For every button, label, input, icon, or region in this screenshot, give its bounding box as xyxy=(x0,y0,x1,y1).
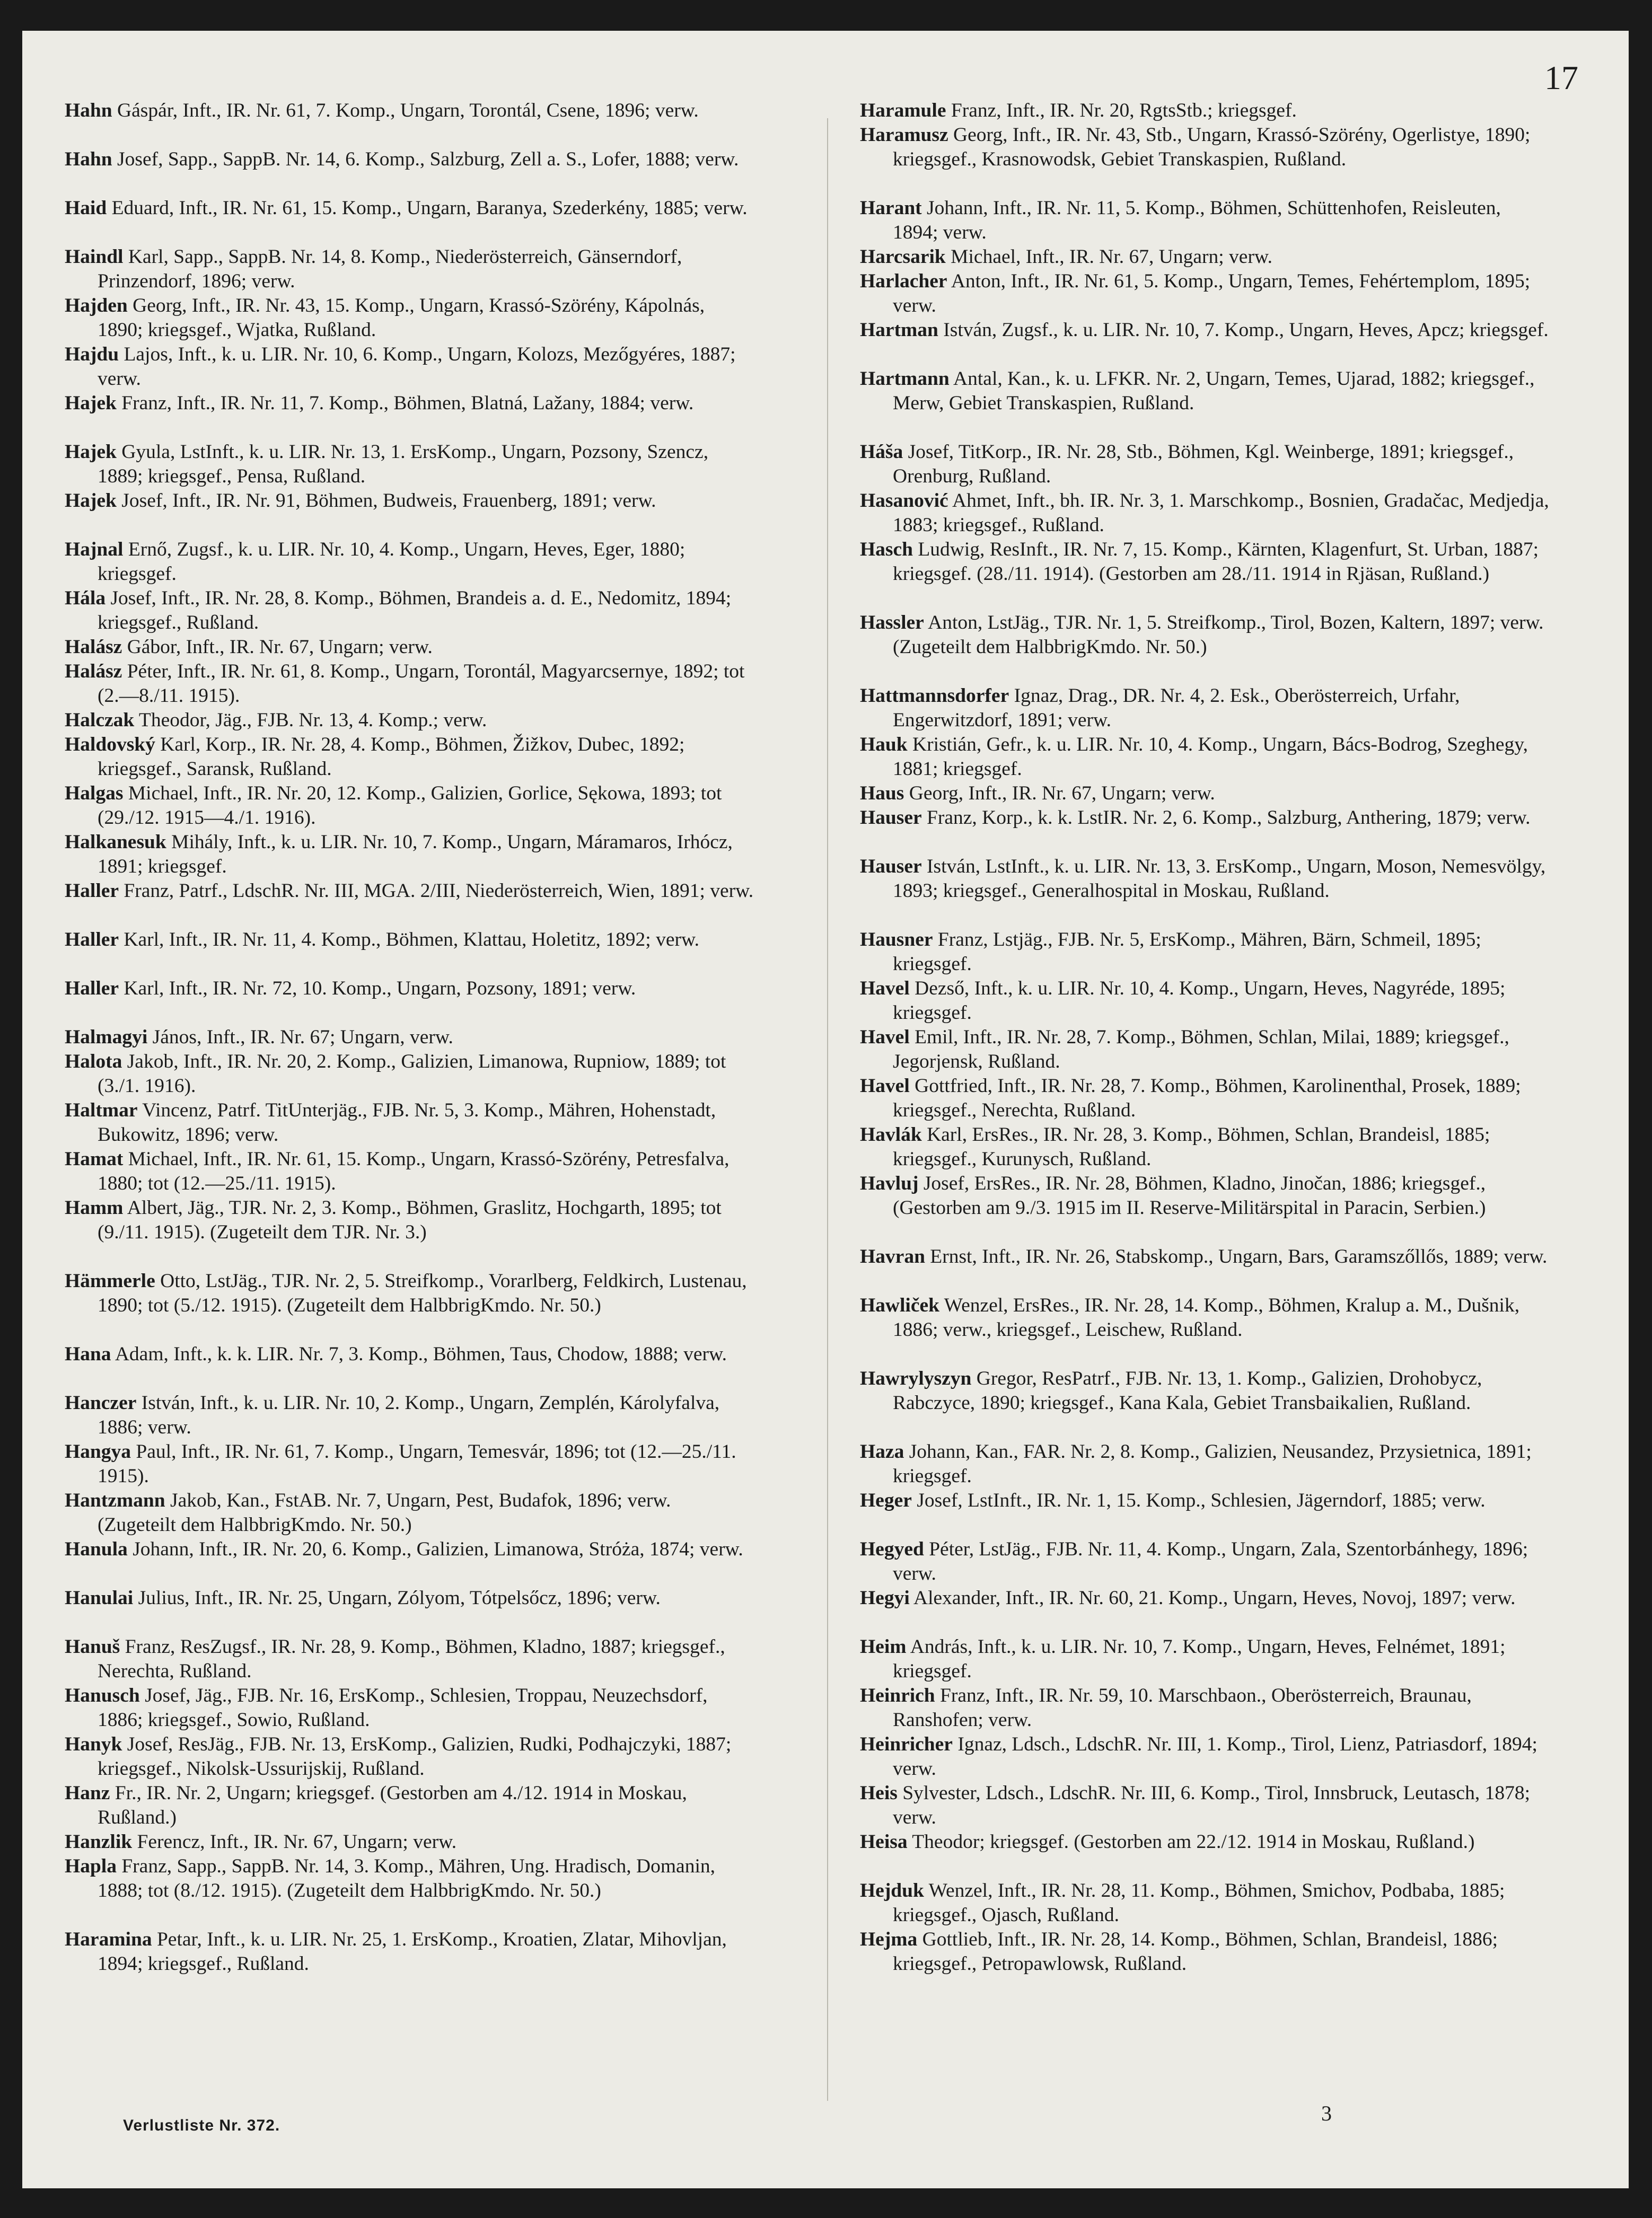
list-item xyxy=(860,1172,1549,1245)
list-item xyxy=(860,123,1549,196)
entry-surname: Hauser xyxy=(860,807,922,829)
entry-surname: Harlacher xyxy=(860,270,947,292)
list-item xyxy=(860,1293,1549,1367)
entry-surname: Haza xyxy=(860,1441,904,1463)
entry-details: Ferencz, Inft., IR. Nr. 67, Ungarn; verw. xyxy=(132,1831,457,1853)
entry-surname: Halász xyxy=(65,636,122,658)
entry-surname: Hahn xyxy=(65,148,112,170)
entry-details: Franz, Patrf., LdschR. Nr. III, MGA. 2/III, Niederösterreich, Wien, 1891; verw. xyxy=(119,880,754,902)
entry-surname: Hawliček xyxy=(860,1295,939,1316)
entry-surname: Hanzlik xyxy=(65,1831,133,1853)
entry-details: Karl, Sapp., SappB. Nr. 14, 8. Komp., Niederösterreich, Gänserndorf, Prinzendorf, 1896; verw. xyxy=(98,246,682,292)
entry-surname: Hartmann xyxy=(860,368,950,390)
list-item xyxy=(860,1025,1549,1074)
entry-surname: Hajek xyxy=(65,392,117,414)
entry-details: Alexander, Inft., IR. Nr. 60, 21. Komp., Ungarn, Heves, Novoj, 1897; verw. xyxy=(909,1587,1516,1609)
entry-details: Lajos, Inft., k. u. LIR. Nr. 10, 6. Komp., Ungarn, Kolozs, Mezőgyéres, 1887; verw. xyxy=(98,344,736,390)
entry-surname: Hauser xyxy=(860,856,922,877)
entry-details: Johann, Inft., IR. Nr. 20, 6. Komp., Galizien, Limanowa, Stróża, 1874; verw. xyxy=(127,1538,743,1560)
entry-details: Josef, Inft., IR. Nr. 28, 8. Komp., Böhmen, Brandeis a. d. E., Nedomitz, 1894; kriegsgef., Rußland. xyxy=(98,587,732,633)
entry-details: Josef, TitKorp., IR. Nr. 28, Stb., Böhmen, Kgl. Weinberge, 1891; kriegsgef., Orenburg, Rußland. xyxy=(893,441,1514,487)
list-item xyxy=(860,855,1549,928)
entry-details: Josef, LstInft., IR. Nr. 1, 15. Komp., Schlesien, Jägerndorf, 1885; verw. xyxy=(911,1490,1486,1511)
entry-details: Ernst, Inft., IR. Nr. 26, Stabskomp., Ungarn, Bars, Garamszőllős, 1889; verw. xyxy=(925,1246,1548,1268)
list-item xyxy=(860,781,1549,806)
entry-surname: Halkanesuk xyxy=(65,831,166,853)
entry-details: Anton, Inft., IR. Nr. 61, 5. Komp., Ungarn, Temes, Fehértemplom, 1895; verw. xyxy=(893,270,1531,316)
list-item xyxy=(65,1854,754,1927)
entry-surname: Hála xyxy=(65,587,106,609)
entry-details: Theodor, Jäg., FJB. Nr. 13, 4. Komp.; verw. xyxy=(134,709,487,731)
entry-surname: Hanusch xyxy=(65,1685,140,1706)
list-item xyxy=(65,781,754,830)
list-item xyxy=(860,538,1549,611)
list-item xyxy=(65,147,754,196)
entry-details: Sylvester, Ldsch., LdschR. Nr. III, 6. Komp., Tirol, Innsbruck, Leutasch, 1878; verw. xyxy=(893,1782,1530,1828)
list-item xyxy=(860,1440,1549,1489)
entry-details: Eduard, Inft., IR. Nr. 61, 15. Komp., Ungarn, Baranya, Szederkény, 1885; verw. xyxy=(107,197,748,219)
entry-surname: Havel xyxy=(860,978,910,999)
entry-details: Péter, Inft., IR. Nr. 61, 8. Komp., Ungarn, Torontál, Magyarcsernye, 1892; tot (2.—8./11. 1915). xyxy=(98,661,745,707)
entry-surname: Hapla xyxy=(65,1855,117,1877)
entry-details: Gottlieb, Inft., IR. Nr. 28, 14. Komp., Böhmen, Schlan, Brandeisl, 1886; kriegsgef., Petropawlowsk, Rußland. xyxy=(893,1929,1498,1975)
entry-surname: Heinricher xyxy=(860,1733,953,1755)
entry-surname: Hasanović xyxy=(860,490,948,512)
list-item xyxy=(860,318,1549,367)
entry-surname: Hamat xyxy=(65,1148,124,1170)
entry-details: Michael, Inft., IR. Nr. 20, 12. Komp., Galizien, Gorlice, Sękowa, 1893; tot (29./12. 1915—4./1. 1916). xyxy=(98,782,722,829)
list-item xyxy=(65,976,754,1025)
entry-details: Franz, Korp., k. k. LstIR. Nr. 2, 6. Komp., Salzburg, Anthering, 1879; verw. xyxy=(921,807,1531,829)
entry-surname: Hattmannsdorfer xyxy=(860,685,1009,707)
entry-details: Gáspár, Inft., IR. Nr. 61, 7. Komp., Ungarn, Torontál, Csene, 1896; verw. xyxy=(112,100,699,121)
entry-details: István, LstInft., k. u. LIR. Nr. 13, 3. ErsKomp., Ungarn, Moson, Nemesvölgy, 1893; kriegsgef., Generalhospital in Moskau, Rußland. xyxy=(893,856,1546,902)
list-item xyxy=(65,879,754,928)
entry-details: Ernő, Zugsf., k. u. LIR. Nr. 10, 4. Komp., Ungarn, Heves, Eger, 1880; kriegsgef. xyxy=(98,539,686,585)
list-item xyxy=(860,1489,1549,1537)
list-item xyxy=(65,1684,754,1732)
entry-details: Karl, Inft., IR. Nr. 72, 10. Komp., Ungarn, Pozsony, 1891; verw. xyxy=(119,978,636,999)
entry-surname: Heisa xyxy=(860,1831,908,1853)
entry-surname: Harcsarik xyxy=(860,246,946,268)
list-item xyxy=(65,1440,754,1489)
entry-surname: Haramule xyxy=(860,100,946,121)
entry-surname: Hauk xyxy=(860,734,908,755)
entry-details: Albert, Jäg., TJR. Nr. 2, 3. Komp., Böhmen, Graslitz, Hochgarth, 1895; tot (9./11. 1915). (Zugeteilt dem TJR. Nr. 3.) xyxy=(98,1197,722,1243)
entry-surname: Haller xyxy=(65,978,119,999)
entry-details: István, Inft., k. u. LIR. Nr. 10, 2. Komp., Ungarn, Zemplén, Károlyfalva, 1886; verw. xyxy=(98,1392,720,1438)
entry-details: Karl, Inft., IR. Nr. 11, 4. Komp., Böhmen, Klattau, Holetitz, 1892; verw. xyxy=(119,929,699,950)
list-item xyxy=(65,586,754,635)
entry-surname: Hausner xyxy=(860,929,933,950)
list-item xyxy=(860,1123,1549,1172)
entry-details: Theodor; kriegsgef. (Gestorben am 22./12. 1914 in Moskau, Rußland.) xyxy=(907,1831,1475,1853)
entry-surname: Heis xyxy=(860,1782,898,1804)
entry-surname: Hasch xyxy=(860,539,913,560)
sheet-mark: 3 xyxy=(1321,2101,1332,2125)
entry-details: Kristián, Gefr., k. u. LIR. Nr. 10, 4. Komp., Ungarn, Bács-Bodrog, Szeghegy, 1881; kriegsgef. xyxy=(893,734,1528,780)
list-item xyxy=(860,1927,1549,1976)
entry-surname: Halmagyi xyxy=(65,1026,148,1048)
list-item xyxy=(860,1879,1549,1927)
entry-details: János, Inft., IR. Nr. 67; Ungarn, verw. xyxy=(147,1026,453,1048)
entry-details: Johann, Inft., IR. Nr. 11, 5. Komp., Böhmen, Schüttenhofen, Reisleuten, 1894; verw. xyxy=(893,197,1501,243)
list-item xyxy=(65,708,754,733)
entry-details: Ignaz, Ldsch., LdschR. Nr. III, 1. Komp., Tirol, Lienz, Patriasdorf, 1894; verw. xyxy=(893,1733,1537,1780)
entry-surname: Halász xyxy=(65,661,122,682)
entry-details: Johann, Kan., FAR. Nr. 2, 8. Komp., Galizien, Neusandez, Przysietnica, 1891; kriegsgef. xyxy=(893,1441,1532,1487)
list-item xyxy=(860,611,1549,684)
entry-details: Jakob, Kan., FstAB. Nr. 7, Ungarn, Pest, Budafok, 1896; verw. (Zugeteilt dem HalbbrigKmdo. Nr. 50.) xyxy=(98,1490,671,1536)
entry-surname: Hajnal xyxy=(65,539,124,560)
entry-surname: Hantzmann xyxy=(65,1490,165,1511)
entry-details: Franz, Inft., IR. Nr. 59, 10. Marschbaon., Oberösterreich, Braunau, Ranshofen; verw. xyxy=(893,1685,1472,1731)
list-item xyxy=(65,538,754,586)
entry-surname: Haid xyxy=(65,197,107,219)
entry-details: Franz, Inft., IR. Nr. 20, RgtsStb.; kriegsgef. xyxy=(946,100,1297,121)
entry-surname: Havel xyxy=(860,1026,910,1048)
entry-surname: Hanulai xyxy=(65,1587,134,1609)
list-item xyxy=(65,391,754,440)
list-item xyxy=(860,489,1549,538)
entry-details: Jakob, Inft., IR. Nr. 20, 2. Komp., Galizien, Limanowa, Rupniow, 1889; tot (3./1. 1916). xyxy=(98,1051,726,1097)
list-item xyxy=(860,976,1549,1025)
column-divider xyxy=(827,118,828,2101)
list-item xyxy=(65,1098,754,1147)
list-item xyxy=(65,1781,754,1830)
list-item xyxy=(860,196,1549,245)
list-item xyxy=(65,1147,754,1196)
entry-surname: Hawrylyszyn xyxy=(860,1368,972,1389)
list-item xyxy=(860,1245,1549,1293)
entry-details: Franz, Lstjäg., FJB. Nr. 5, ErsKomp., Mähren, Bärn, Schmeil, 1895; kriegsgef. xyxy=(893,929,1481,975)
entry-details: Emil, Inft., IR. Nr. 28, 7. Komp., Böhmen, Schlan, Milai, 1889; kriegsgef., Jegorjensk, Rußland. xyxy=(893,1026,1509,1072)
list-item xyxy=(65,1927,754,1976)
entry-surname: Havlák xyxy=(860,1124,922,1146)
list-item xyxy=(65,830,754,879)
entry-details: Josef, Jäg., FJB. Nr. 16, ErsKomp., Schlesien, Troppau, Neuzechsdorf, 1886; kriegsgef., Sowio, Rußland. xyxy=(98,1685,708,1731)
entry-details: Paul, Inft., IR. Nr. 61, 7. Komp., Ungarn, Temesvár, 1896; tot (12.—25./11. 1915). xyxy=(98,1441,736,1487)
entry-surname: Havel xyxy=(860,1075,910,1097)
entry-details: Anton, LstJäg., TJR. Nr. 1, 5. Streifkomp., Tirol, Bozen, Kaltern, 1897; verw. (Zugeteilt dem HalbbrigKmdo. Nr. 50.) xyxy=(893,612,1544,658)
list-item xyxy=(860,367,1549,440)
list-item xyxy=(860,1074,1549,1123)
entry-details: Adam, Inft., k. k. LIR. Nr. 7, 3. Komp., Böhmen, Taus, Chodow, 1888; verw. xyxy=(111,1343,727,1365)
entry-details: Ludwig, ResInft., IR. Nr. 7, 15. Komp., Kärnten, Klagenfurt, St. Urban, 1887; kriegsgef. (28./11. 1914). (Gestorben am 28./11. 1914 in Rjäsan, Rußland.) xyxy=(893,539,1539,585)
entry-surname: Halota xyxy=(65,1051,122,1072)
list-item xyxy=(860,1537,1549,1586)
page-number: 17 xyxy=(1544,59,1578,96)
list-item xyxy=(65,489,754,538)
entry-surname: Havran xyxy=(860,1246,925,1268)
entry-surname: Havluj xyxy=(860,1173,919,1194)
entry-surname: Haramusz xyxy=(860,124,948,146)
entry-details: Vincenz, Patrf. TitUnterjäg., FJB. Nr. 5, 3. Komp., Mähren, Hohenstadt, Bukowitz, 1896; verw. xyxy=(98,1099,716,1146)
list-item xyxy=(860,684,1549,733)
list-item xyxy=(65,1269,754,1342)
list-item xyxy=(860,928,1549,976)
entry-details: Georg, Inft., IR. Nr. 43, 15. Komp., Ungarn, Krassó-Szörény, Kápolnás, 1890; kriegsgef., Wjatka, Rußland. xyxy=(98,295,705,341)
entry-details: Georg, Inft., IR. Nr. 43, Stb., Ungarn, Krassó-Szörény, Ogerlistye, 1890; kriegsgef., Krasnowodsk, Gebiet Transkaspien, Rußland. xyxy=(893,124,1531,170)
entry-details: Otto, LstJäg., TJR. Nr. 2, 5. Streifkomp., Vorarlberg, Feldkirch, Lustenau, 1890; tot (5./12. 1915). (Zugeteilt dem HalbbrigKmdo. Nr. 50.) xyxy=(98,1270,747,1316)
entry-surname: Haramina xyxy=(65,1929,152,1950)
entry-surname: Háša xyxy=(860,441,903,463)
entry-details: Josef, Inft., IR. Nr. 91, Böhmen, Budweis, Frauenberg, 1891; verw. xyxy=(116,490,656,512)
entry-surname: Hajek xyxy=(65,490,117,512)
entry-surname: Hartman xyxy=(860,319,938,341)
list-item xyxy=(860,1830,1549,1879)
entry-details: Gregor, ResPatrf., FJB. Nr. 13, 1. Komp., Galizien, Drohobycz, Rabczyce, 1890; kriegsgef., Kana Kala, Gebiet Transbaikalien, Rußland. xyxy=(893,1368,1482,1414)
list-item xyxy=(65,659,754,708)
entry-surname: Hejduk xyxy=(860,1880,924,1902)
entry-details: Ignaz, Drag., DR. Nr. 4, 2. Esk., Oberösterreich, Urfahr, Engerwitzdorf, 1891; verw. xyxy=(893,685,1460,731)
list-item xyxy=(65,196,754,245)
list-item xyxy=(860,1586,1549,1635)
list-item xyxy=(65,1489,754,1537)
entry-details: Wenzel, ErsRes., IR. Nr. 28, 14. Komp., Böhmen, Kralup a. M., Dušnik, 1886; verw., kriegsgef., Leischew, Rußland. xyxy=(893,1295,1520,1341)
entry-details: Franz, ResZugsf., IR. Nr. 28, 9. Komp., Böhmen, Kladno, 1887; kriegsgef., Nerechta, Rußland. xyxy=(98,1636,725,1682)
list-item xyxy=(860,1732,1549,1781)
list-item xyxy=(860,269,1549,318)
list-item xyxy=(65,1391,754,1440)
entry-surname: Hegyi xyxy=(860,1587,910,1609)
entry-details: Mihály, Inft., k. u. LIR. Nr. 10, 7. Komp., Ungarn, Máramaros, Irhócz, 1891; kriegsgef. xyxy=(98,831,733,877)
entry-details: István, Zugsf., k. u. LIR. Nr. 10, 7. Komp., Ungarn, Heves, Apcz; kriegsgef. xyxy=(938,319,1549,341)
list-item xyxy=(860,440,1549,489)
entry-surname: Hanuš xyxy=(65,1636,120,1658)
entry-surname: Haldovský xyxy=(65,734,155,755)
entry-surname: Halczak xyxy=(65,709,135,731)
entry-details: Josef, ResJäg., FJB. Nr. 13, ErsKomp., Galizien, Rudki, Podhajczyki, 1887; kriegsgef., Nikolsk-Ussurijskij, Rußland. xyxy=(98,1733,732,1780)
list-item xyxy=(65,1025,754,1050)
list-item xyxy=(65,1635,754,1684)
left-column xyxy=(65,99,754,1976)
list-item xyxy=(860,733,1549,781)
entry-details: Gábor, Inft., IR. Nr. 67, Ungarn; verw. xyxy=(122,636,433,658)
list-item xyxy=(65,245,754,294)
entry-details: Michael, Inft., IR. Nr. 61, 15. Komp., Ungarn, Krassó-Szörény, Petresfalva, 1880; tot (12.—25./11. 1915). xyxy=(98,1148,730,1194)
entry-details: Michael, Inft., IR. Nr. 67, Ungarn; verw. xyxy=(945,246,1272,268)
entry-details: Karl, ErsRes., IR. Nr. 28, 3. Komp., Böhmen, Schlan, Brandeisl, 1885; kriegsgef., Kurunysch, Rußland. xyxy=(893,1124,1490,1170)
entry-details: Julius, Inft., IR. Nr. 25, Ungarn, Zólyom, Tótpelsőcz, 1896; verw. xyxy=(133,1587,661,1609)
entry-details: Péter, LstJäg., FJB. Nr. 11, 4. Komp., Ungarn, Zala, Szentorbánhegy, 1896; verw. xyxy=(893,1538,1528,1585)
entry-details: Franz, Sapp., SappB. Nr. 14, 3. Komp., Mähren, Ung. Hradisch, Domanin, 1888; tot (8./12. 1915). (Zugeteilt dem HalbbrigKmdo. Nr. 50.) xyxy=(98,1855,715,1902)
list-item xyxy=(65,294,754,342)
list-item xyxy=(65,342,754,391)
list-item xyxy=(65,1732,754,1781)
list-item xyxy=(65,1342,754,1391)
list-item xyxy=(65,1830,754,1854)
footer: Verlustliste Nr. 372. xyxy=(123,2117,280,2134)
list-item xyxy=(65,635,754,659)
entry-surname: Hamm xyxy=(65,1197,124,1219)
entry-details: Petar, Inft., k. u. LIR. Nr. 25, 1. ErsKomp., Kroatien, Zlatar, Mihovljan, 1894; kriegsgef., Rußland. xyxy=(98,1929,727,1975)
entry-surname: Hana xyxy=(65,1343,111,1365)
list-item xyxy=(65,440,754,489)
list-item xyxy=(860,245,1549,269)
entry-surname: Heger xyxy=(860,1490,912,1511)
entry-surname: Haller xyxy=(65,880,119,902)
entry-details: Josef, Sapp., SappB. Nr. 14, 6. Komp., Salzburg, Zell a. S., Lofer, 1888; verw. xyxy=(112,148,739,170)
entry-details: Wenzel, Inft., IR. Nr. 28, 11. Komp., Böhmen, Smichov, Podbaba, 1885; kriegsgef., Ojasch, Rußland. xyxy=(893,1880,1505,1926)
list-item xyxy=(65,1196,754,1269)
entry-details: Franz, Inft., IR. Nr. 11, 7. Komp., Böhmen, Blatná, Lažany, 1884; verw. xyxy=(116,392,694,414)
right-column xyxy=(860,99,1549,1976)
entry-details: Antal, Kan., k. u. LFKR. Nr. 2, Ungarn, Temes, Ujarad, 1882; kriegsgef., Merw, Gebiet Transkaspien, Rußland. xyxy=(893,368,1535,414)
entry-surname: Hangya xyxy=(65,1441,131,1463)
list-item xyxy=(860,1684,1549,1732)
entry-surname: Hassler xyxy=(860,612,924,633)
entry-surname: Hanyk xyxy=(65,1733,122,1755)
entry-details: Georg, Inft., IR. Nr. 67, Ungarn; verw. xyxy=(904,782,1215,804)
list-item xyxy=(860,806,1549,855)
list-item xyxy=(860,99,1549,123)
entry-details: Karl, Korp., IR. Nr. 28, 4. Komp., Böhmen, Žižkov, Dubec, 1892; kriegsgef., Saransk, Rußland. xyxy=(98,734,685,780)
list-item xyxy=(860,1635,1549,1684)
list-item xyxy=(65,99,754,147)
entry-surname: Hajek xyxy=(65,441,117,463)
entry-surname: Haller xyxy=(65,929,119,950)
entry-surname: Heim xyxy=(860,1636,907,1658)
document-page xyxy=(22,31,1629,2188)
list-item xyxy=(65,733,754,781)
entry-details: Dezső, Inft., k. u. LIR. Nr. 10, 4. Komp., Ungarn, Heves, Nagyréde, 1895; kriegsgef. xyxy=(893,978,1506,1024)
entry-surname: Haus xyxy=(860,782,904,804)
list-item xyxy=(65,1537,754,1586)
entry-details: Ahmet, Inft., bh. IR. Nr. 3, 1. Marschkomp., Bosnien, Gradačac, Medjedja, 1883; kriegsgef., Rußland. xyxy=(893,490,1549,536)
entry-details: Gottfried, Inft., IR. Nr. 28, 7. Komp., Böhmen, Karolinenthal, Prosek, 1889; kriegsgef., Nerechta, Rußland. xyxy=(893,1075,1521,1121)
list-item xyxy=(860,1367,1549,1440)
entry-details: Josef, ErsRes., IR. Nr. 28, Böhmen, Kladno, Jinočan, 1886; kriegsgef., (Gestorben am 9./3. 1915 im II. Reserve-Militärspital in Paracin, Serbien.) xyxy=(893,1173,1486,1219)
entry-surname: Hanz xyxy=(65,1782,110,1804)
entry-surname: Harant xyxy=(860,197,922,219)
entry-details: Fr., IR. Nr. 2, Ungarn; kriegsgef. (Gestorben am 4./12. 1914 in Moskau, Rußland.) xyxy=(98,1782,687,1828)
list-item xyxy=(65,1586,754,1635)
entry-details: András, Inft., k. u. LIR. Nr. 10, 7. Komp., Ungarn, Heves, Felnémet, 1891; kriegsgef. xyxy=(893,1636,1506,1682)
entry-surname: Heinrich xyxy=(860,1685,935,1706)
entry-surname: Halgas xyxy=(65,782,124,804)
entry-surname: Hahn xyxy=(65,100,112,121)
entry-surname: Hajdu xyxy=(65,344,119,365)
entry-surname: Hegyed xyxy=(860,1538,924,1560)
entry-surname: Hajden xyxy=(65,295,128,316)
entry-surname: Hejma xyxy=(860,1929,918,1950)
entry-surname: Hanula xyxy=(65,1538,128,1560)
list-item xyxy=(860,1781,1549,1830)
entry-details: Gyula, LstInft., k. u. LIR. Nr. 13, 1. ErsKomp., Ungarn, Pozsony, Szencz, 1889; kriegsgef., Pensa, Rußland. xyxy=(98,441,709,487)
entry-surname: Hanczer xyxy=(65,1392,137,1414)
entry-surname: Haindl xyxy=(65,246,124,268)
list-item xyxy=(65,928,754,976)
entry-surname: Haltmar xyxy=(65,1099,138,1121)
entry-surname: Hämmerle xyxy=(65,1270,155,1292)
list-item xyxy=(65,1050,754,1098)
